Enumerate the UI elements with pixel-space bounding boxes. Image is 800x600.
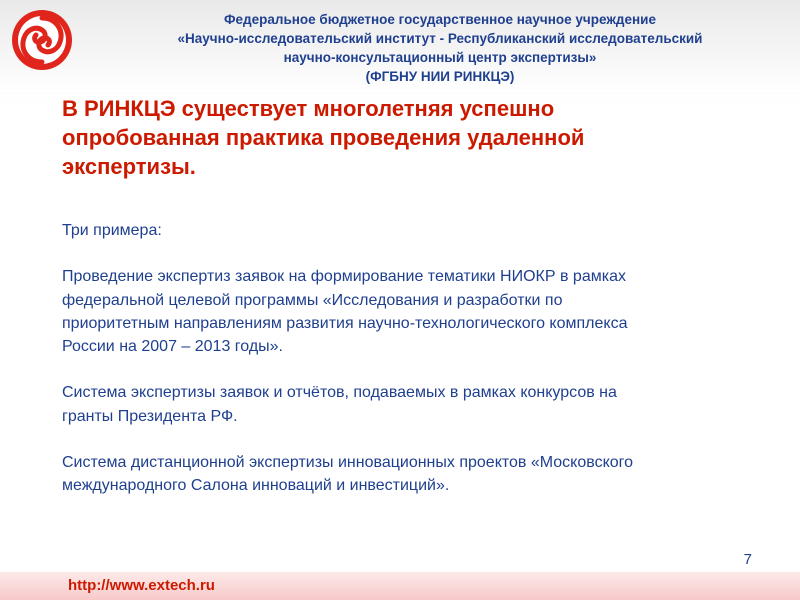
headline-line-1: В РИНКЦЭ существует многолетняя успешно: [62, 96, 555, 121]
example-1-line-2: федеральной целевой программы «Исследования и разработки по: [62, 291, 563, 309]
page-number: 7: [743, 551, 752, 568]
example-1-line-3: приоритетным направлениям развития научно-технологического комплекса: [62, 314, 628, 332]
example-1-line-4: России на 2007 – 2013 годы».: [62, 338, 283, 356]
headline: [62, 94, 762, 181]
headline-line-2: опробованная практика проведения удаленной: [62, 125, 585, 150]
headline-line-3: экспертизы.: [62, 154, 196, 179]
example-2-line-2: гранты Президента РФ.: [62, 407, 238, 425]
example-2-line-1: Система экспертизы заявок и отчётов, подаваемых в рамках конкурсов на: [62, 384, 617, 402]
org-line-3: научно-консультационный центр экспертизы»: [283, 50, 597, 65]
org-line-4: (ФГБНУ НИИ РИНКЦЭ): [365, 69, 515, 84]
body-text: [62, 219, 782, 498]
intro-text: Три примера:: [62, 222, 162, 239]
swirl-logo-icon: [10, 8, 74, 72]
example-2: [62, 381, 782, 428]
example-3: [62, 451, 782, 498]
org-line-2: «Научно-исследовательский институт - Республиканский исследовательский: [177, 31, 703, 46]
example-1: [62, 265, 782, 358]
footer-url-link[interactable]: http://www.extech.ru: [68, 577, 215, 594]
org-line-1: Федеральное бюджетное государственное научное учреждение: [224, 12, 656, 27]
example-1-line-1: Проведение экспертиз заявок на формирование тематики НИОКР в рамках: [62, 268, 626, 286]
example-3-line-2: международного Салона инноваций и инвестиций».: [62, 477, 450, 495]
example-3-line-1: Система дистанционной экспертизы инновационных проектов «Московского: [62, 454, 634, 472]
organization-title: [120, 10, 760, 86]
